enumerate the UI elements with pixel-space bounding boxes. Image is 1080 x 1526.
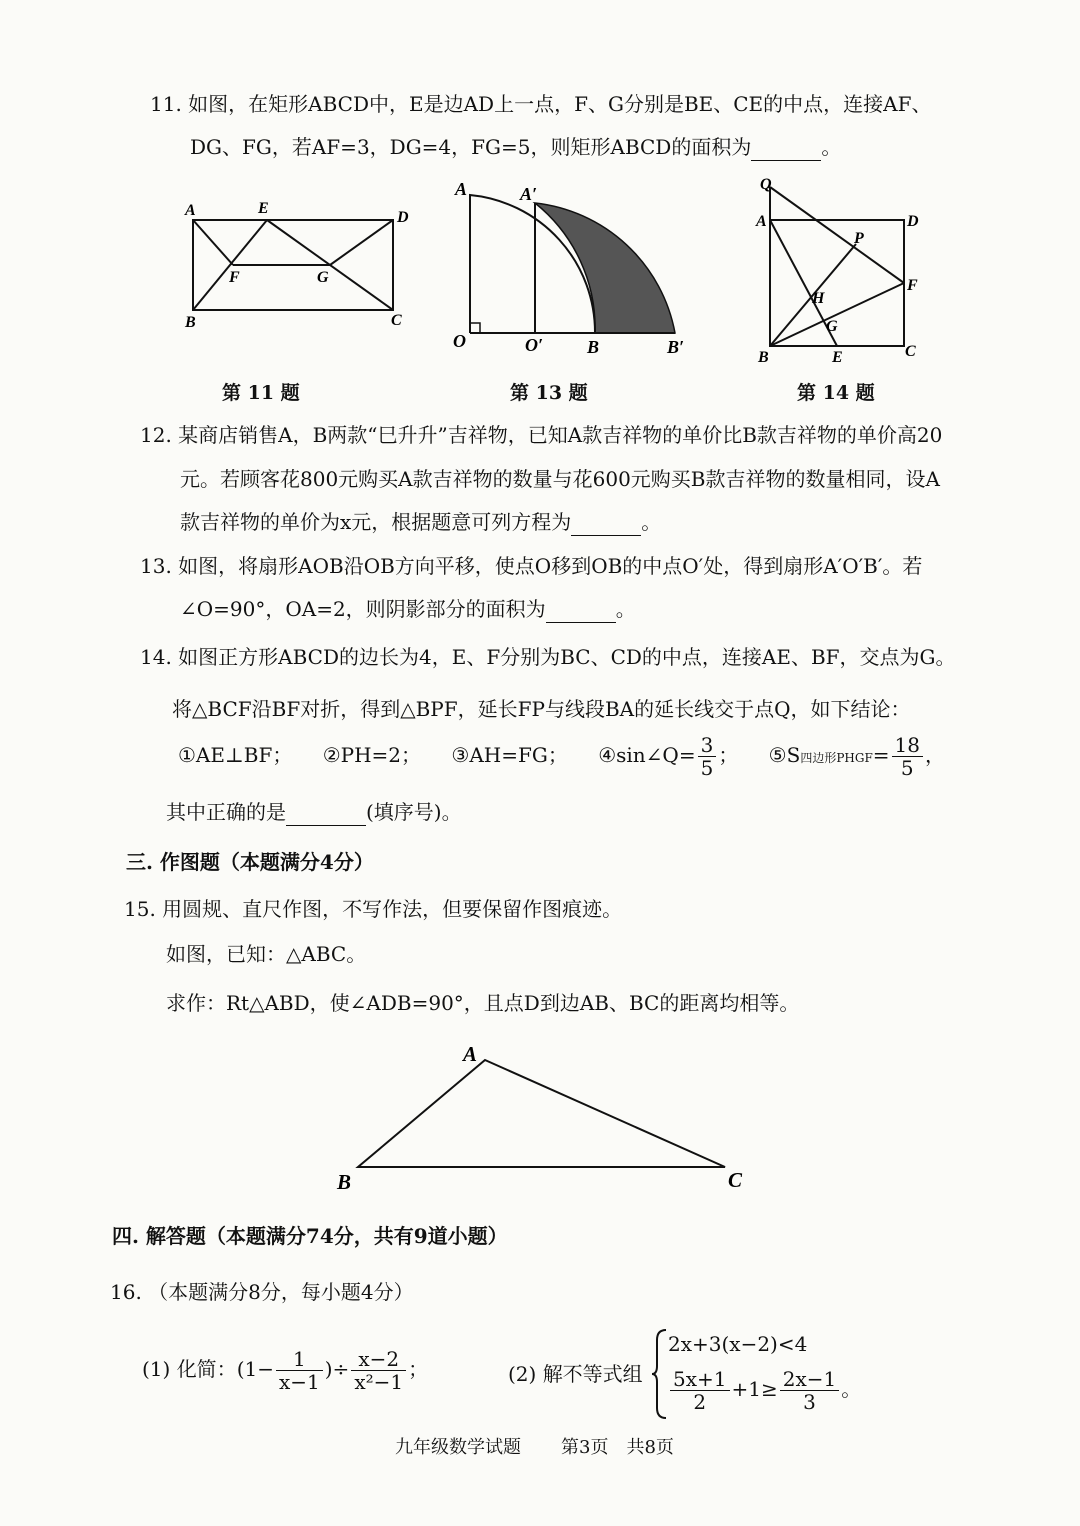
figure-11 — [175, 190, 425, 340]
fig11-label-e: E — [258, 200, 269, 217]
fig15-label-c: C — [728, 1168, 743, 1192]
q14-line4-post: (填序号)。 — [366, 800, 462, 824]
q14-c5-pre: ⑤S — [768, 743, 801, 767]
fig13-label-a: A — [455, 179, 468, 199]
answer-blank — [751, 138, 821, 161]
q13-end: 。 — [615, 597, 636, 621]
fig11-label-d: D — [397, 209, 409, 226]
fig14-label-e: E — [832, 349, 843, 366]
denominator: 3 — [803, 1390, 816, 1414]
fig11-label-a: A — [185, 202, 196, 219]
numerator: x−2 — [351, 1348, 406, 1371]
q16-p2-label: (2) 解不等式组 — [508, 1362, 643, 1386]
fig14-label-q: Q — [760, 176, 772, 193]
q12-line3-text: 款吉祥物的单价为x元，根据题意可列方程为 — [180, 510, 572, 534]
brace-icon — [650, 1328, 668, 1420]
figure-15 — [325, 1035, 765, 1200]
fig11-label-g: G — [317, 269, 329, 286]
q16-p1-label: (1) 化简： — [142, 1357, 237, 1381]
q16-p2-mid: +1≥ — [731, 1377, 778, 1401]
q14-c2: ②PH=2； — [322, 743, 422, 767]
figure-13 — [445, 175, 705, 360]
fig14-label-d: D — [907, 213, 919, 230]
figure-14-caption: 第 14 题 — [797, 382, 875, 404]
fig14-label-h: H — [812, 290, 825, 307]
q12-line1: 12. 某商店销售A，B两款“巳升升”吉祥物，已知A款吉祥物的单价比B款吉祥物的单价高20 — [140, 423, 943, 447]
q14-line4-pre: 其中正确的是 — [166, 800, 286, 824]
page-footer — [395, 1433, 674, 1459]
q14-conclusions — [178, 733, 945, 780]
fig14-label-c: C — [905, 343, 916, 360]
fig11-label-f: F — [229, 269, 240, 286]
q16-p2-ineq2 — [668, 1364, 861, 1414]
q16-p1-end: ； — [408, 1357, 429, 1381]
denominator: 2 — [693, 1390, 707, 1414]
section-3-title: 三. 作图题（本题满分4分） — [126, 850, 374, 874]
q14-c4-post: ； — [718, 743, 739, 767]
q11-line2 — [190, 133, 841, 161]
q15-line3: 求作：Rt△ABD，使∠ADB=90°，且点D到边AB、BC的距离均相等。 — [166, 991, 800, 1015]
q16-p1-close: )÷ — [324, 1357, 350, 1381]
q16-part1 — [142, 1344, 428, 1394]
fig14-label-b: B — [758, 349, 769, 366]
figure-11-caption: 第 11 题 — [222, 382, 300, 404]
q11-end: 。 — [821, 135, 842, 159]
figure-13-caption: 第 13 题 — [510, 382, 588, 404]
answer-blank — [286, 803, 366, 826]
q16-p1-open: (1− — [236, 1357, 274, 1381]
fraction — [892, 734, 923, 779]
q14-c5-eq: = — [872, 743, 890, 767]
numerator: 2x−1 — [780, 1368, 840, 1391]
numerator: 3 — [698, 734, 717, 757]
fig11-label-c: C — [391, 312, 402, 329]
q14-c4-pre: ④sin∠Q= — [598, 743, 696, 767]
numerator: 5x+1 — [670, 1368, 730, 1391]
q14-line2: 将△BCF沿BF对折，得到△BPF，延长FP与线段BA的延长线交于点Q，如下结论： — [172, 697, 911, 721]
q16-head: 16. （本题满分8分，每小题4分） — [110, 1280, 414, 1304]
q15-line1: 15. 用圆规、直尺作图，不写作法，但要保留作图痕迹。 — [124, 897, 623, 921]
fig15-label-a: A — [463, 1042, 478, 1066]
footer-exam-title: 九年级数学试题 — [395, 1437, 521, 1458]
denominator: 5 — [700, 756, 714, 780]
fig14-label-f: F — [907, 277, 918, 294]
fig14-label-g: G — [826, 318, 838, 335]
numerator: 18 — [892, 734, 923, 757]
q13-line1: 13. 如图，将扇形AOB沿OB方向平移，使点O移到OB的中点O′处，得到扇形A′O′B′。若 — [140, 554, 923, 578]
figure-14 — [750, 172, 930, 367]
q14-c4 — [598, 733, 739, 780]
fig11-label-b: B — [185, 314, 196, 331]
q13-line2-text: ∠O=90°，OA=2，则阴影部分的面积为 — [180, 597, 546, 621]
q14-c5 — [768, 733, 945, 780]
fig13-label-b-prime: B′ — [667, 337, 685, 357]
fraction — [780, 1368, 840, 1413]
numerator: 1 — [276, 1348, 323, 1371]
q13-line2 — [180, 595, 636, 623]
fraction — [351, 1348, 406, 1393]
fig13-label-a-prime: A′ — [520, 184, 538, 204]
q15-line2: 如图，已知：△ABC。 — [166, 942, 367, 966]
denominator: x−1 — [278, 1370, 320, 1394]
fig13-label-o-prime: O′ — [525, 335, 544, 355]
q11-line2-text: DG、FG，若AF=3，DG=4，FG=5，则矩形ABCD的面积为 — [190, 135, 752, 159]
footer-total-pages: 共8页 — [626, 1437, 674, 1458]
answer-blank — [546, 600, 616, 623]
fig15-label-b: B — [337, 1170, 352, 1194]
q16-p2-end: 。 — [841, 1377, 862, 1401]
fraction — [276, 1348, 323, 1393]
q14-line1: 14. 如图正方形ABCD的边长为4，E、F分别为BC、CD的中点，连接AE、BF，交点为G。 — [140, 645, 956, 669]
q14-c1: ①AE⊥BF； — [178, 743, 293, 767]
denominator: 5 — [900, 756, 914, 780]
denominator: x²−1 — [354, 1370, 404, 1394]
q14-c5-post: ， — [924, 743, 945, 767]
fig13-label-o: O — [453, 331, 466, 351]
fig14-label-a: A — [756, 213, 767, 230]
q11-line1: 11. 如图，在矩形ABCD中，E是边AD上一点，F、G分别是BE、CE的中点，连接AF、 — [150, 92, 932, 116]
footer-page-number: 第3页 — [561, 1437, 609, 1458]
q12-line2: 元。若顾客花800元购买A款吉祥物的数量与花600元购买B款吉祥物的数量相同，设A — [180, 467, 940, 491]
q12-end: 。 — [641, 510, 662, 534]
q14-c3: ③AH=FG； — [451, 743, 568, 767]
q16-p2-ineq1: 2x+3(x−2)<4 — [668, 1332, 808, 1356]
section-4-title: 四. 解答题（本题满分74分，共有9道小题） — [112, 1224, 508, 1248]
q14-c5-sub: 四边形PHGF — [800, 751, 873, 765]
q14-line4 — [166, 798, 462, 826]
q12-line3 — [180, 508, 661, 536]
answer-blank — [571, 513, 641, 536]
fraction — [698, 734, 717, 779]
fraction — [670, 1368, 730, 1413]
fig13-label-b: B — [587, 337, 600, 357]
fig14-label-p: P — [854, 230, 864, 247]
